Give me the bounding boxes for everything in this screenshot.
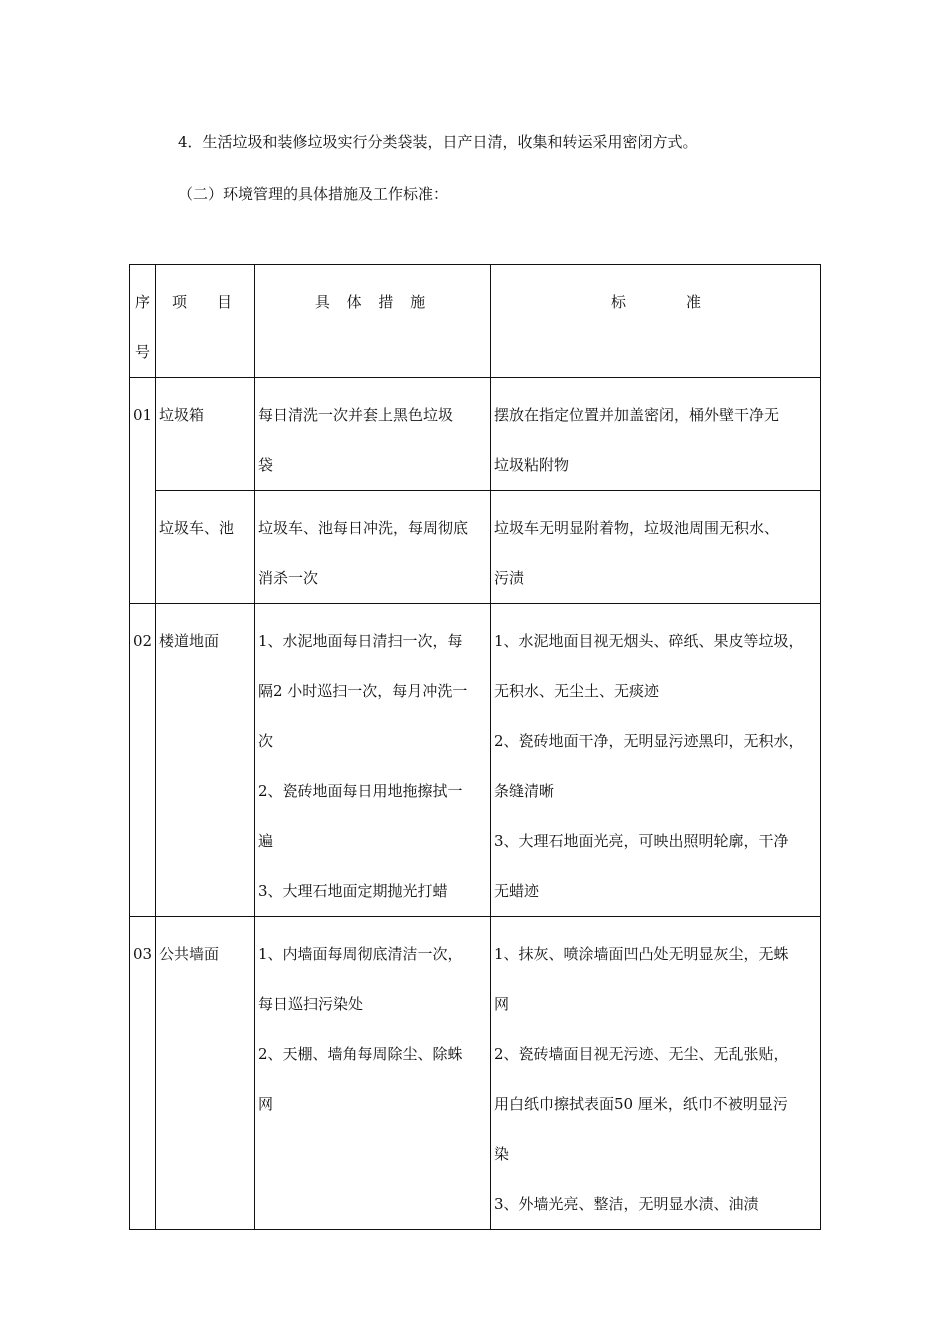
standard-line: 网 — [494, 995, 510, 1013]
standard-line: 垃圾粘附物 — [494, 456, 570, 474]
standard-line: 用白纸巾擦拭表面50 厘米，纸巾不被明显污 — [494, 1095, 788, 1113]
header-seq — [130, 265, 156, 378]
row-item — [156, 491, 255, 604]
measure-line: 2、天棚、墙角每周除尘、除蛛 — [258, 1045, 463, 1063]
measure-line: 次 — [258, 732, 274, 750]
standard-line: 3、大理石地面光亮，可映出照明轮廓，干净 — [494, 832, 789, 850]
item-4-paragraph: 4．生活垃圾和装修垃圾实行分类袋装，日产日清，收集和转运采用密闭方式。 — [178, 133, 698, 151]
measure-line: 网 — [258, 1095, 274, 1113]
measure-line: 2、瓷砖地面每日用地拖擦拭一 — [258, 782, 463, 800]
standard-line: 3、外墙光亮、整洁，无明显水渍、油渍 — [494, 1195, 759, 1213]
standard-line: 无蜡迹 — [494, 882, 540, 900]
measure-line: 3、大理石地面定期抛光打蜡 — [258, 882, 448, 900]
item-trash-cart: 垃圾车、池 — [159, 519, 235, 537]
row-seq — [130, 917, 156, 1230]
measure-line: 袋 — [258, 456, 274, 474]
table-row — [130, 491, 821, 604]
standard-line: 污渍 — [494, 569, 525, 587]
measure-line: 遍 — [258, 832, 274, 850]
measure-line: 每日巡扫污染处 — [258, 995, 364, 1013]
section-heading: （二）环境管理的具体措施及工作标准： — [178, 185, 449, 203]
table-row — [130, 917, 821, 1230]
standards-table — [129, 264, 821, 1230]
standard-line: 条缝清晰 — [494, 782, 555, 800]
header-item-label: 项 目 — [172, 293, 233, 311]
row-measures — [255, 491, 491, 604]
row-standard — [491, 604, 821, 917]
table-row — [130, 378, 821, 491]
seq-01: 01 — [132, 406, 153, 424]
table-header-row — [130, 265, 821, 378]
measure-line: 1、水泥地面每日清扫一次，每 — [258, 632, 463, 650]
standard-line: 无积水、无尘土、无痰迹 — [494, 682, 660, 700]
standard-line: 1、抹灰、喷涂墙面凹凸处无明显灰尘，无蛛 — [494, 945, 789, 963]
header-standard-label: 标 准 — [610, 293, 701, 311]
header-item — [156, 265, 255, 378]
row-seq — [130, 604, 156, 917]
measure-line: 1、内墙面每周彻底清洁一次， — [258, 945, 463, 963]
row-standard — [491, 378, 821, 491]
standard-line: 染 — [494, 1145, 510, 1163]
measure-line: 每日清洗一次并套上黑色垃圾 — [258, 406, 454, 424]
row-standard — [491, 917, 821, 1230]
row-item — [156, 378, 255, 491]
header-measures-label: 具 体 措 施 — [314, 293, 432, 311]
row-standard — [491, 491, 821, 604]
standard-line: 1、水泥地面目视无烟头、碎纸、果皮等垃圾， — [494, 632, 804, 650]
measure-line: 消杀一次 — [258, 569, 319, 587]
measure-line: 垃圾车、池每日冲洗，每周彻底 — [258, 519, 469, 537]
standard-line: 2、瓷砖墙面目视无污迹、无尘、无乱张贴， — [494, 1045, 789, 1063]
row-measures — [255, 917, 491, 1230]
standard-line: 垃圾车无明显附着物，垃圾池周围无积水、 — [494, 519, 780, 537]
row-measures — [255, 378, 491, 491]
item-corridor-floor: 楼道地面 — [159, 632, 220, 650]
seq-02: 02 — [132, 632, 153, 650]
header-measures — [255, 265, 491, 378]
row-seq — [130, 378, 156, 604]
standard-line: 摆放在指定位置并加盖密闭，桶外壁干净无 — [494, 406, 780, 424]
header-standard — [491, 265, 821, 378]
row-item — [156, 604, 255, 917]
table-row — [130, 604, 821, 917]
measure-line: 隔2 小时巡扫一次，每月冲洗一 — [258, 682, 468, 700]
item-public-wall: 公共墙面 — [159, 945, 220, 963]
row-item — [156, 917, 255, 1230]
item-trash-bin: 垃圾箱 — [159, 406, 205, 424]
standard-line: 2、瓷砖地面干净，无明显污迹黑印，无积水， — [494, 732, 804, 750]
row-measures — [255, 604, 491, 917]
seq-03: 03 — [132, 945, 153, 963]
header-seq-line1: 序 — [134, 293, 150, 311]
header-seq-line2: 号 — [134, 343, 150, 361]
